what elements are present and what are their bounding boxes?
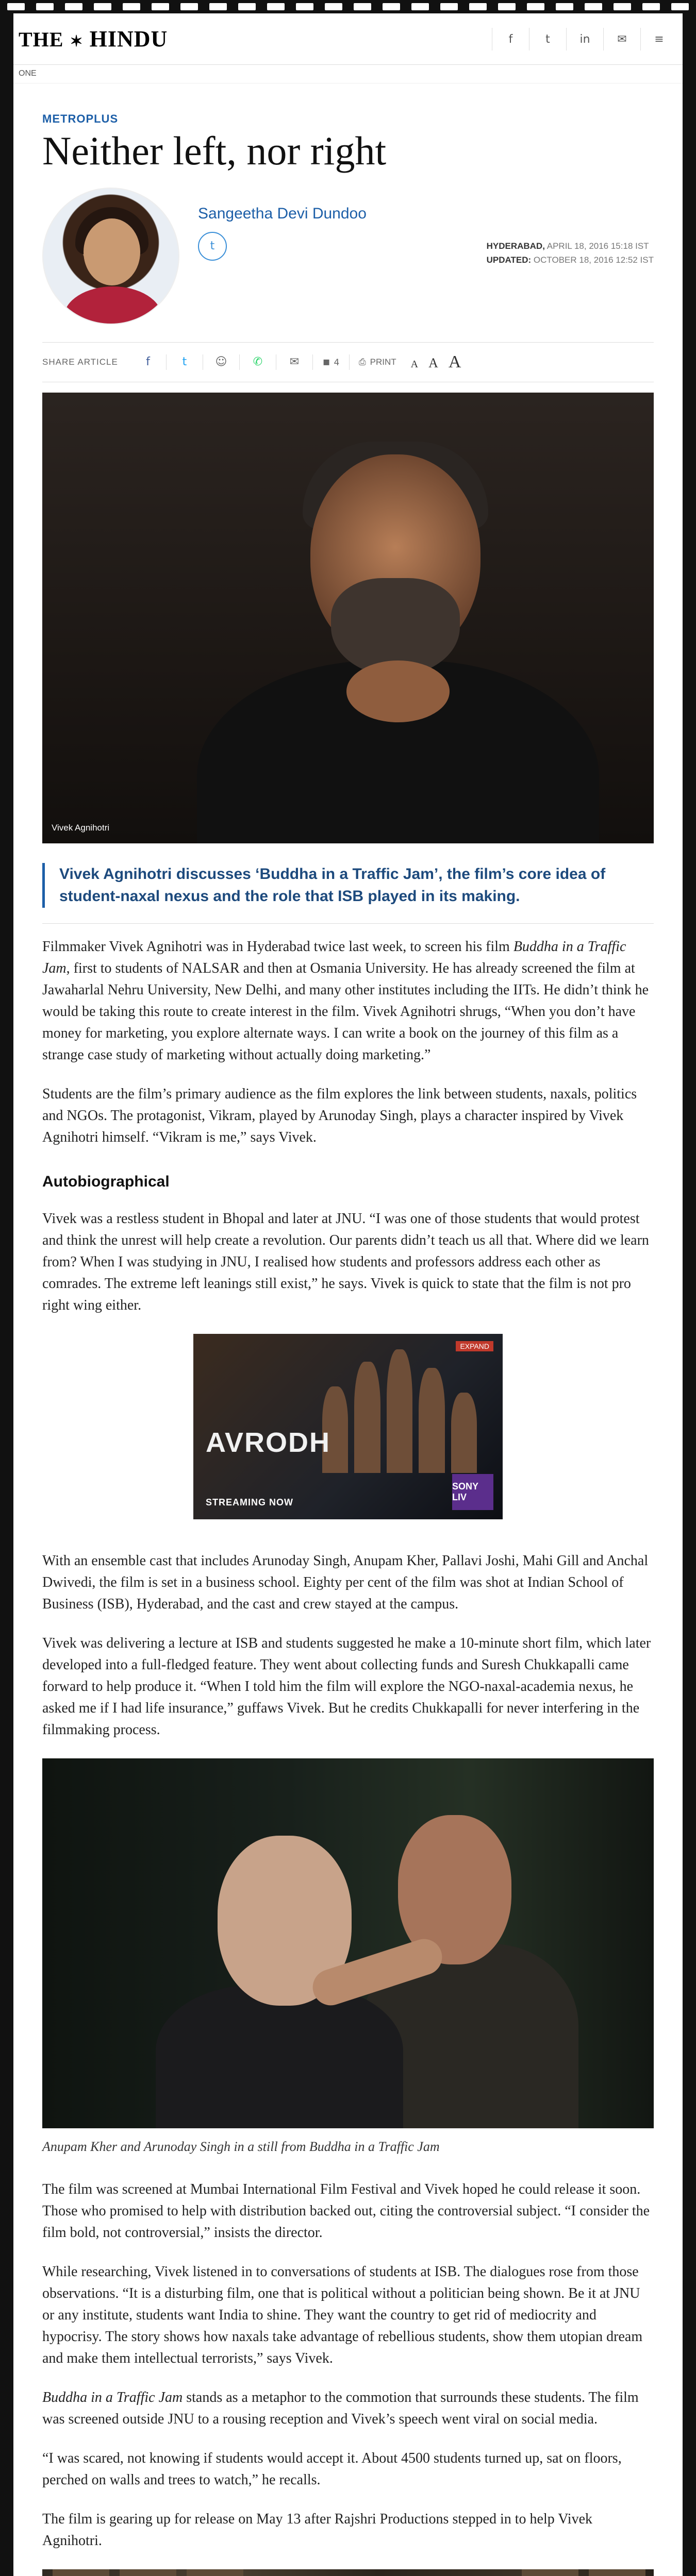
ad-expand-tag[interactable]: EXPAND xyxy=(456,1341,493,1351)
paragraph-4: With an ensemble cast that includes Arunoday Singh, Anupam Kher, Pallavi Joshi, Mahi Gill and Anchal Dwivedi, the film is set in a business school. Eighty per cent of the film was shot at Indian School of Business (ISB), Hyderabad, and the cast and crew stayed at the campus. xyxy=(42,1552,649,1612)
comments-icon[interactable]: ▪ 4 xyxy=(322,355,340,369)
print-label: PRINT xyxy=(370,357,396,367)
share-bar xyxy=(42,342,654,382)
email-share-icon[interactable]: ✉ xyxy=(289,355,300,369)
paragraph-3: Vivek was a restless student in Bhopal and later at JNU. “I was one of those students that would protest and think the unrest will help create a revolution. Our parents didn’t teach us all that. Where did we learn from? When I was studying in JNU, I realised how students and professors address each other as comrades. The extreme left leanings still exist,” he says. Vivek is quick to state that the film is not pro right wing either. xyxy=(42,1210,649,1313)
font-large-button[interactable]: A xyxy=(448,352,461,371)
twitter-icon[interactable]: t xyxy=(529,28,566,50)
updated-date: OCTOBER 18, 2016 12:52 IST xyxy=(533,255,654,265)
facebook-icon[interactable]: f xyxy=(492,28,529,50)
still-caption-1: Anupam Kher and Arunoday Singh in a still from Buddha in a Traffic Jam xyxy=(42,2139,440,2154)
headline: Neither left, nor right xyxy=(42,128,387,173)
paragraph-2: Students are the film’s primary audience as the film explores the link between students, naxals, politics and NGOs. The protagonist, Vikram, played by Arunoday Singh, plays a character inspired by Vivek Agnihotri himself. “Vikram is me,” says Vivek. xyxy=(42,1086,637,1145)
mail-icon[interactable]: ✉ xyxy=(603,28,640,50)
site-logo[interactable] xyxy=(19,26,168,52)
section-kicker[interactable]: METROPLUS xyxy=(42,112,119,125)
ad-title: AVRODH xyxy=(206,1427,331,1458)
logo-the: THE xyxy=(19,28,64,51)
still-image-1 xyxy=(42,1758,654,2128)
font-small-button[interactable]: A xyxy=(410,358,419,370)
article-summary: Vivek Agnihotri discusses ‘Buddha in a Traffic Jam’, the film’s core idea of student-naxal nexus and the role that ISB played in its making. xyxy=(42,863,654,908)
ad-brand-logo: SONY LIV xyxy=(452,1474,493,1510)
film-perforations-top xyxy=(0,0,696,13)
font-size-controls xyxy=(411,352,461,372)
updated-label: UPDATED: xyxy=(486,255,532,265)
dateline xyxy=(487,239,654,267)
paragraph-5: Vivek was delivering a lecture at ISB and students suggested he make a 10-minute short film, which later developed into a full-fledged feature. They went about collecting funds and Suresh Chukkapalli came forward to help produce it. “When I told him the film will explore the NGO-naxal-academia nexus, he asked me if I had life insurance,” guffaws Vivek. But he credits Chukkapalli for never interfering in the filmmaking process. xyxy=(42,1635,651,1738)
subheading-autobiographical: Autobiographical xyxy=(42,1173,170,1190)
still-image-2 xyxy=(42,2569,654,2576)
paragraph-6: The film was screened at Mumbai International Film Festival and Vivek hoped he could release it soon. Those who promised to help with distribution backed out, citing the controversial subject. “I consider the film bold, not controversial,” insists the director. xyxy=(42,2181,650,2241)
page xyxy=(13,13,683,2576)
dateline-city: HYDERABAD, xyxy=(486,241,545,251)
share-label: SHARE ARTICLE xyxy=(42,357,118,367)
hero-caption: Vivek Agnihotri xyxy=(52,822,110,833)
published-date: APRIL 18, 2016 15:18 IST xyxy=(546,241,649,251)
print-icon: ⎙ xyxy=(359,357,366,367)
author-avatar xyxy=(42,188,179,325)
top-social-links xyxy=(492,28,677,50)
logo-name: HINDU xyxy=(89,26,168,52)
hero-image xyxy=(42,393,654,843)
ad-stream-text: STREAMING NOW xyxy=(206,1497,293,1507)
author-name[interactable]: Sangeetha Devi Dundoo xyxy=(198,205,367,222)
linkedin-icon[interactable]: in xyxy=(566,28,603,50)
twitter-share-icon[interactable]: t xyxy=(182,355,187,369)
menu-icon[interactable]: ≡ xyxy=(640,28,677,50)
whatsapp-share-icon[interactable]: ✆ xyxy=(253,355,263,369)
print-button[interactable] xyxy=(359,357,396,367)
paragraph-10: The film is gearing up for release on May 13 after Rajshri Productions stepped in to help Vivek Agnihotri. xyxy=(42,2511,592,2549)
font-medium-button[interactable]: A xyxy=(428,355,438,370)
paragraph-1: Filmmaker Vivek Agnihotri was in Hyderabad twice last week, to screen his film Buddha in a Traffic Jam, first to students of NALSAR and then at Osmania University. He has already screened the film at Jawaharlal Nehru University, New Delhi, and many other institutes including the IITs. He didn’t think he would be taking this route to create interest in the film. Vivek Agnihotri shrugs, “When you don’t have money for marketing, you explore alternate ways. I can write a book on the journey of this film as a strange case study of marketing without actually doing marketing.” xyxy=(42,938,649,1063)
reddit-share-icon[interactable]: ☺ xyxy=(215,355,227,369)
facebook-share-icon[interactable]: f xyxy=(146,355,150,369)
paragraph-7: While researching, Vivek listened in to conversations of students at ISB. The dialogues rose from those observations. “It is a disturbing film, one that is political without a politician being shown. Be it at JNU or any institute, students want India to shine. They want the country to get rid of mediocrity and hypocrisy. The story shows how naxals take advantage of rebellious students, show them utopian dream and make them intellectual terrorists,” says Vivek. xyxy=(42,2264,643,2367)
logo-icon: ✶ xyxy=(70,33,84,50)
paragraph-9: “I was scared, not knowing if students would accept it. About 4500 students turned up, sat on floors, perched on walls and trees to watch,” he recalls. xyxy=(42,2450,622,2488)
advertisement[interactable] xyxy=(193,1334,503,1519)
comments-count: 4 xyxy=(334,358,340,368)
twitter-follow-icon[interactable]: t xyxy=(198,232,227,261)
home-link[interactable]: ONE xyxy=(13,65,683,83)
masthead xyxy=(13,13,683,65)
byline xyxy=(42,188,654,337)
paragraph-8: Buddha in a Traffic Jam stands as a metaphor to the commotion that surrounds these students. The film was screened outside JNU to a rousing reception and Vivek’s speech went viral on social media. xyxy=(42,2389,639,2428)
article xyxy=(13,112,683,2576)
